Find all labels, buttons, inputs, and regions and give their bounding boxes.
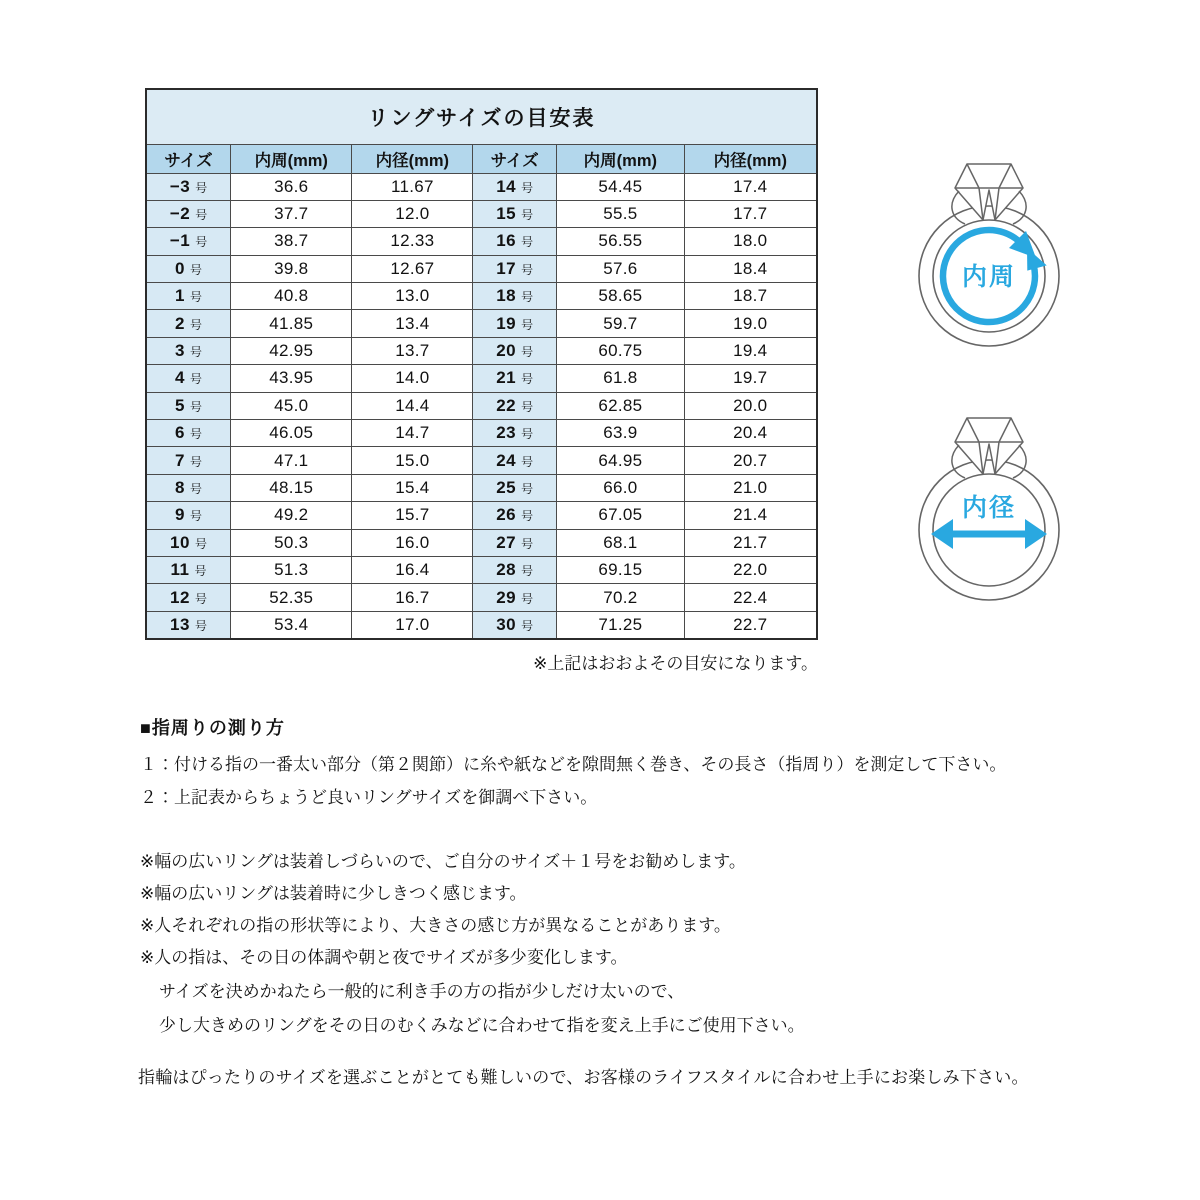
table-row [146, 556, 817, 583]
value-cell: 19.4 [684, 337, 817, 364]
value-cell: 40.8 [231, 283, 352, 310]
measuring-section-heading: ■指周りの測り方 [140, 718, 285, 738]
value-cell: 58.65 [557, 283, 684, 310]
ring-diagram-inner-circumference [903, 158, 1075, 354]
note-line: ※幅の広いリングは装着しづらいので、ご自分のサイズ＋１号をお勧めします。 [140, 852, 746, 871]
inner-circumference-label: 内周 [961, 263, 1017, 291]
table-header-row [146, 144, 817, 173]
value-cell: 21.0 [684, 474, 817, 501]
value-cell: 62.85 [557, 392, 684, 419]
table-row [146, 420, 817, 447]
value-cell: 19.0 [684, 310, 817, 337]
size-cell: 4 号 [146, 365, 231, 392]
value-cell: 66.0 [557, 474, 684, 501]
value-cell: 36.6 [231, 173, 352, 200]
size-cell: 14 号 [473, 173, 557, 200]
ring-illustration-circumference [903, 158, 1075, 354]
size-cell: 13 号 [146, 611, 231, 638]
value-cell: 68.1 [557, 529, 684, 556]
table-row [146, 584, 817, 611]
value-cell: 14.4 [352, 392, 473, 419]
size-cell: 8 号 [146, 474, 231, 501]
value-cell: 12.33 [352, 228, 473, 255]
table-row [146, 200, 817, 227]
value-cell: 18.0 [684, 228, 817, 255]
size-cell: 12 号 [146, 584, 231, 611]
size-cell: 2 号 [146, 310, 231, 337]
value-cell: 20.0 [684, 392, 817, 419]
ring-size-table-wrap [145, 88, 818, 640]
value-cell: 21.7 [684, 529, 817, 556]
value-cell: 19.7 [684, 365, 817, 392]
size-cell: 22 号 [473, 392, 557, 419]
value-cell: 11.67 [352, 173, 473, 200]
size-cell: −1 号 [146, 228, 231, 255]
size-cell: 17 号 [473, 255, 557, 282]
size-cell: 0 号 [146, 255, 231, 282]
size-cell: 21 号 [473, 365, 557, 392]
table-row [146, 392, 817, 419]
size-cell: 18 号 [473, 283, 557, 310]
table-row [146, 529, 817, 556]
value-cell: 14.7 [352, 420, 473, 447]
size-cell: 1 号 [146, 283, 231, 310]
value-cell: 52.35 [231, 584, 352, 611]
table-row [146, 173, 817, 200]
column-header: 内周(mm) [231, 144, 352, 173]
value-cell: 45.0 [231, 392, 352, 419]
size-cell: 26 号 [473, 502, 557, 529]
value-cell: 15.7 [352, 502, 473, 529]
closing-note: 指輪はぴったりのサイズを選ぶことがとても難しいので、お客様のライフスタイルに合わせ上手にお楽しみ下さい。 [138, 1068, 1029, 1087]
value-cell: 14.0 [352, 365, 473, 392]
size-cell: 23 号 [473, 420, 557, 447]
table-row [146, 611, 817, 638]
ring-illustration-diameter [903, 412, 1075, 608]
value-cell: 13.4 [352, 310, 473, 337]
value-cell: 16.0 [352, 529, 473, 556]
step-line: １：付ける指の一番太い部分（第２関節）に糸や紙などを隙間無く巻き、その長さ（指周り）を測定して下さい。 [140, 755, 1007, 774]
table-row [146, 228, 817, 255]
value-cell: 56.55 [557, 228, 684, 255]
value-cell: 38.7 [231, 228, 352, 255]
column-header: サイズ [146, 144, 231, 173]
table-title: リングサイズの目安表 [146, 89, 817, 144]
value-cell: 67.05 [557, 502, 684, 529]
value-cell: 22.7 [684, 611, 817, 638]
size-cell: 27 号 [473, 529, 557, 556]
note-line: 少し大きめのリングをその日のむくみなどに合わせて指を変え上手にご使用下さい。 [159, 1016, 805, 1035]
value-cell: 13.7 [352, 337, 473, 364]
value-cell: 46.05 [231, 420, 352, 447]
table-row [146, 502, 817, 529]
value-cell: 61.8 [557, 365, 684, 392]
value-cell: 39.8 [231, 255, 352, 282]
value-cell: 59.7 [557, 310, 684, 337]
table-title-row [146, 89, 817, 144]
size-cell: 16 号 [473, 228, 557, 255]
value-cell: 55.5 [557, 200, 684, 227]
note-line: ※人それぞれの指の形状等により、大きさの感じ方が異なることがあります。 [140, 916, 731, 935]
table-row [146, 310, 817, 337]
size-cell: −2 号 [146, 200, 231, 227]
value-cell: 22.0 [684, 556, 817, 583]
value-cell: 18.7 [684, 283, 817, 310]
column-header: 内径(mm) [352, 144, 473, 173]
value-cell: 12.0 [352, 200, 473, 227]
value-cell: 12.67 [352, 255, 473, 282]
ring-size-table [145, 88, 818, 640]
value-cell: 54.45 [557, 173, 684, 200]
size-cell: 28 号 [473, 556, 557, 583]
note-line: サイズを決めかねたら一般的に利き手の方の指が少しだけ太いので、 [159, 982, 685, 1001]
size-cell: 9 号 [146, 502, 231, 529]
value-cell: 50.3 [231, 529, 352, 556]
measuring-notes [140, 846, 805, 1042]
value-cell: 37.7 [231, 200, 352, 227]
column-header: サイズ [473, 144, 557, 173]
value-cell: 20.4 [684, 420, 817, 447]
size-cell: 15 号 [473, 200, 557, 227]
value-cell: 22.4 [684, 584, 817, 611]
value-cell: 21.4 [684, 502, 817, 529]
value-cell: 15.0 [352, 447, 473, 474]
value-cell: 47.1 [231, 447, 352, 474]
ring-diagram-inner-diameter [903, 412, 1075, 608]
column-header: 内周(mm) [557, 144, 684, 173]
note-line: ※幅の広いリングは装着時に少しきつく感じます。 [140, 884, 527, 903]
value-cell: 71.25 [557, 611, 684, 638]
size-cell: −3 号 [146, 173, 231, 200]
table-row [146, 365, 817, 392]
value-cell: 16.7 [352, 584, 473, 611]
value-cell: 69.15 [557, 556, 684, 583]
value-cell: 20.7 [684, 447, 817, 474]
value-cell: 43.95 [231, 365, 352, 392]
value-cell: 13.0 [352, 283, 473, 310]
size-cell: 25 号 [473, 474, 557, 501]
table-row [146, 283, 817, 310]
step-line: ２：上記表からちょうど良いリングサイズを御調べ下さい。 [140, 788, 598, 807]
inner-diameter-label: 内径 [961, 494, 1017, 522]
measuring-steps [140, 748, 1006, 814]
size-cell: 30 号 [473, 611, 557, 638]
value-cell: 57.6 [557, 255, 684, 282]
value-cell: 49.2 [231, 502, 352, 529]
size-cell: 24 号 [473, 447, 557, 474]
table-row [146, 255, 817, 282]
value-cell: 53.4 [231, 611, 352, 638]
value-cell: 17.4 [684, 173, 817, 200]
size-cell: 3 号 [146, 337, 231, 364]
value-cell: 15.4 [352, 474, 473, 501]
table-row [146, 474, 817, 501]
value-cell: 42.95 [231, 337, 352, 364]
value-cell: 18.4 [684, 255, 817, 282]
size-cell: 20 号 [473, 337, 557, 364]
size-cell: 19 号 [473, 310, 557, 337]
value-cell: 64.95 [557, 447, 684, 474]
table-row [146, 447, 817, 474]
size-cell: 11 号 [146, 556, 231, 583]
size-cell: 7 号 [146, 447, 231, 474]
value-cell: 17.0 [352, 611, 473, 638]
value-cell: 63.9 [557, 420, 684, 447]
value-cell: 41.85 [231, 310, 352, 337]
value-cell: 17.7 [684, 200, 817, 227]
column-header: 内径(mm) [684, 144, 817, 173]
size-cell: 10 号 [146, 529, 231, 556]
size-cell: 5 号 [146, 392, 231, 419]
value-cell: 16.4 [352, 556, 473, 583]
table-footnote: ※上記はおおよその目安になります。 [533, 654, 818, 673]
note-line: ※人の指は、その日の体調や朝と夜でサイズが多少変化します。 [140, 948, 628, 967]
size-cell: 29 号 [473, 584, 557, 611]
table-row [146, 337, 817, 364]
size-cell: 6 号 [146, 420, 231, 447]
value-cell: 51.3 [231, 556, 352, 583]
value-cell: 60.75 [557, 337, 684, 364]
value-cell: 48.15 [231, 474, 352, 501]
value-cell: 70.2 [557, 584, 684, 611]
